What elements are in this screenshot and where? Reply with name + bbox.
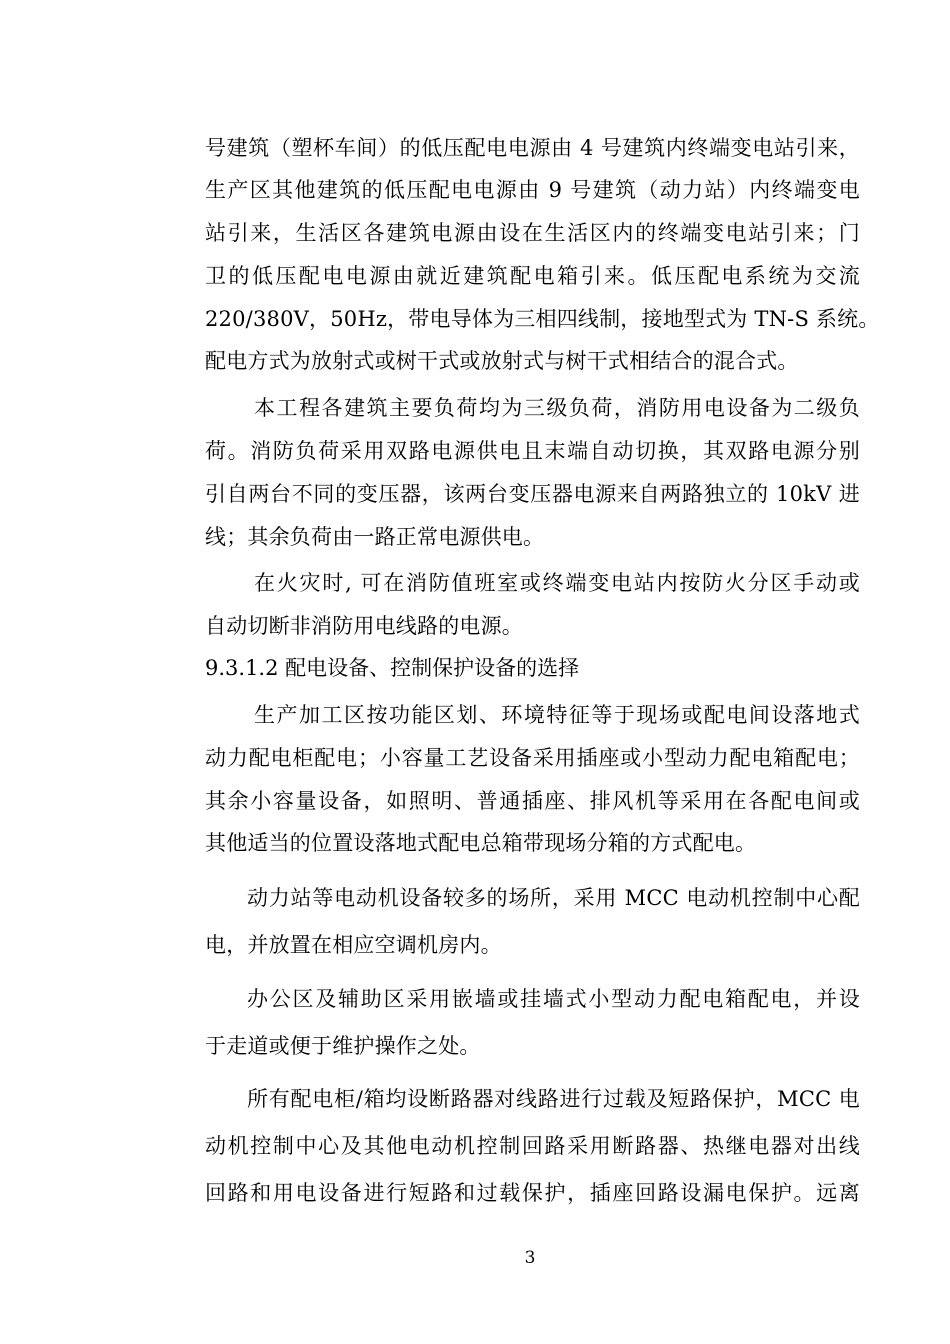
paragraph-line: 回路和用电设备进行短路和过载保护，插座回路设漏电保护。远离: [205, 1181, 860, 1205]
paragraph-line: 办公区及辅助区采用嵌墙或挂墙式小型动力配电箱配电，并设: [247, 987, 860, 1011]
paragraph-line: 卫的低压配电电源由就近建筑配电箱引来。低压配电系统为交流: [205, 264, 860, 288]
paragraph-line: 站引来，生活区各建筑电源由设在生活区内的终端变电站引来；门: [205, 221, 860, 245]
paragraph-line: 于走道或便于维护操作之处。: [205, 1034, 481, 1058]
paragraph-line: 自动切断非消防用电线路的电源。: [205, 614, 523, 638]
paragraph-line: 220/380V，50Hz，带电导体为三相四线制，接地型式为 TN-S 系统。: [205, 307, 880, 331]
paragraph-line: 动力站等电动机设备较多的场所，采用 MCC 电动机控制中心配: [247, 886, 860, 910]
paragraph-line: 其他适当的位置设落地式配电总箱带现场分箱的方式配电。: [205, 831, 757, 855]
paragraph-line: 号建筑（塑杯车间）的低压配电电源由 4 号建筑内终端变电站引来，: [205, 136, 860, 160]
paragraph-line: 其余小容量设备，如照明、普通插座、排风机等采用在各配电间或: [205, 789, 860, 813]
paragraph-line: 配电方式为放射式或树干式或放射式与树干式相结合的混合式。: [205, 349, 799, 373]
paragraph-line: 生产区其他建筑的低压配电电源由 9 号建筑（动力站）内终端变电: [205, 178, 860, 202]
paragraph-line: 在火灾时, 可在消防值班室或终端变电站内按防火分区手动或: [254, 571, 860, 595]
page-number: 3: [524, 1248, 536, 1268]
paragraph-line: 本工程各建筑主要负荷均为三级负荷，消防用电设备为二级负: [254, 396, 860, 420]
paragraph-line: 生产加工区按功能区划、环境特征等于现场或配电间设落地式: [254, 703, 860, 727]
paragraph-line: 线；其余负荷由一路正常电源供电。: [205, 525, 545, 549]
paragraph-line: 引自两台不同的变压器，该两台变压器电源来自两路独立的 10kV 进: [205, 482, 860, 506]
paragraph-line: 动力配电柜配电；小容量工艺设备采用插座或小型动力配电箱配电；: [205, 746, 860, 770]
paragraph-line: 电，并放置在相应空调机房内。: [205, 933, 502, 957]
paragraph-line: 荷。消防负荷采用双路电源供电且末端自动切换，其双路电源分别: [205, 439, 860, 463]
paragraph-line: 所有配电柜/箱均设断路器对线路进行过载及短路保护，MCC 电: [247, 1087, 860, 1111]
paragraph-line: 动机控制中心及其他电动机控制回路采用断路器、热继电器对出线: [205, 1134, 860, 1158]
section-heading: 9.3.1.2 配电设备、控制保护设备的选择: [205, 656, 580, 680]
